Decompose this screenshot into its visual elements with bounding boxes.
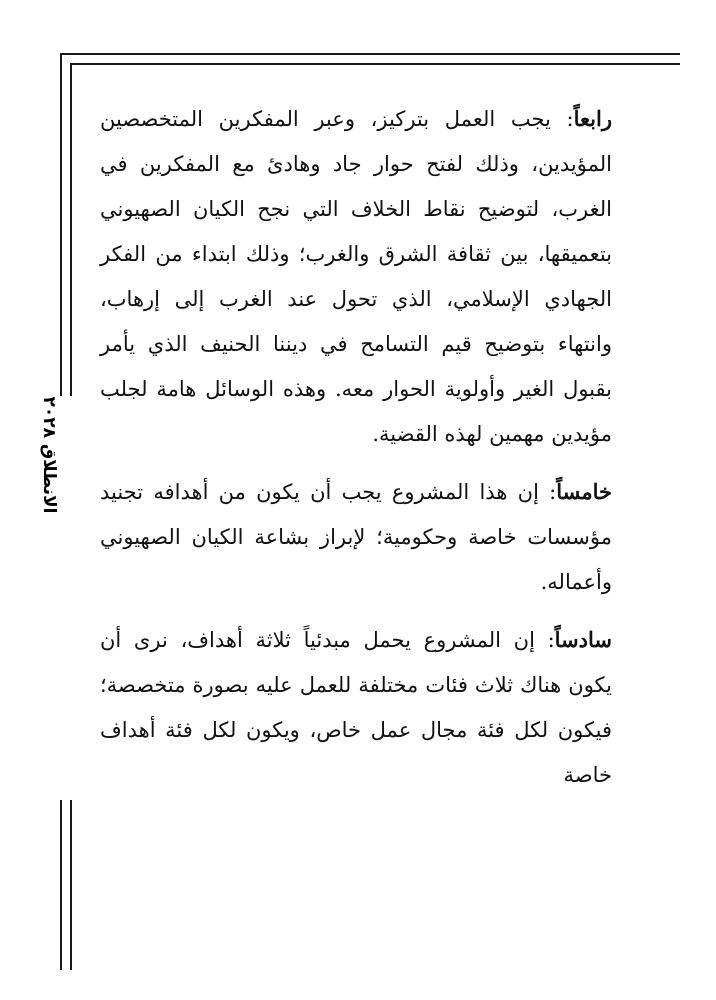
- frame-left-outer-line-lower: [60, 800, 62, 970]
- frame-left-outer-line-upper: [60, 53, 62, 396]
- paragraph-lead: خامساً: [556, 479, 612, 504]
- frame-top-outer-line: [60, 53, 680, 55]
- paragraph-text: : إن هذا المشروع يجب أن يكون من أهدافه تجنيد مؤسسات خاصة وحكومية؛ لإبراز بشاعة الكيان الصهيوني وأعماله.: [100, 480, 612, 594]
- frame-top-inner-line: [70, 63, 680, 65]
- page-body: [100, 96, 612, 810]
- paragraph-fourth: [100, 96, 612, 457]
- paragraph-text: : إن المشروع يحمل مبدئياً ثلاثة أهداف، نرى أن يكون هناك ثلاث فئات مختلفة للعمل عليه بصورة متخصصة؛ فيكون لكل فئة مجال عمل خاص، ويكون لكل فئة أهداف خاصة: [100, 628, 612, 787]
- paragraph-text: : يجب العمل بتركيز، وعبر المفكرين المتخصصين المؤيدين، وذلك لفتح حوار جاد وهادئ مع المفكرين في الغرب، لتوضيح نقاط الخلاف التي نجح الكيان الصهيوني بتعميقها، بين ثقافة الشرق والغرب؛ وذلك ابتداء من الفكر الجهادي الإسلامي، الذي تحول عند الغرب إلى إرهاب، وانتهاء بتوضيح قيم التسامح في ديننا الحنيف الذي يأمر بقبول الغير وأولوية الحوار معه. وهذه الوسائل هامة لجلب مؤيدين مهمين لهذه القضية.: [100, 107, 612, 446]
- running-header-label: الانطلاق ٢٠٢٨: [39, 396, 59, 514]
- frame-left-inner-line-lower: [70, 800, 72, 970]
- paragraph-sixth: [100, 617, 612, 798]
- paragraph-fifth: [100, 469, 612, 605]
- paragraph-lead: رابعاً: [573, 106, 612, 131]
- frame-left-inner-line-upper: [70, 63, 72, 396]
- paragraph-lead: سادساً: [554, 627, 612, 652]
